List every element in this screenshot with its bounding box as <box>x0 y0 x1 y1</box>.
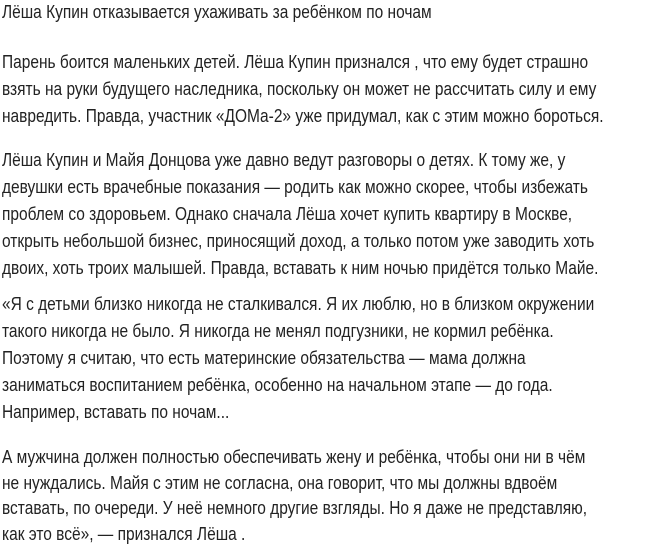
text-line: «Я с детьми близко никогда не сталкивался. Я их люблю, но в близком окружении <box>2 291 594 318</box>
text-line: навредить. Правда, участник «ДОМа-2» уже придумал, как с этим можно бороться. <box>2 103 604 130</box>
paragraph-4-quote <box>2 445 670 547</box>
text-line: вставать, по очереди. У неё немного другие взгляды. Но я даже не представляю, <box>2 496 587 522</box>
text-line: девушки есть врачебные показания — родить как можно скорее, чтобы избежать <box>2 174 598 201</box>
paragraph-1 <box>2 49 670 130</box>
text-line: как это всё», — признался Лёша . <box>2 522 587 547</box>
text-line: заниматься воспитанием ребёнка, особенно на начальном этапе — до года. <box>2 372 594 399</box>
text-line: открыть небольшой бизнес, приносящий доход, а только потом уже заводить хоть <box>2 228 598 255</box>
text-line: Например, вставать по ночам... <box>2 399 594 426</box>
text-line: двоих, хоть троих малышей. Правда, вставать к ним ночью придётся только Майе. <box>2 255 598 282</box>
text-line: не нуждались. Майя с этим не согласна, она говорит, что мы должны вдвоём <box>2 471 587 497</box>
text-line: проблем со здоровьем. Однако сначала Лёша хочет купить квартиру в Москве, <box>2 201 598 228</box>
text-line: Лёша Купин и Майя Донцова уже давно ведут разговоры о детях. К тому же, у <box>2 147 598 174</box>
text-line: А мужчина должен полностью обеспечивать жену и ребёнка, чтобы они ни в чём <box>2 445 587 471</box>
text-line: такого никогда не было. Я никогда не менял подгузники, не кормил ребёнка. <box>2 318 594 345</box>
text-line: Парень боится маленьких детей. Лёша Купин признался , что ему будет страшно <box>2 49 604 76</box>
paragraph-3-quote <box>2 291 670 426</box>
text-line: взять на руки будущего наследника, поскольку он может не рассчитать силу и ему <box>2 76 604 103</box>
paragraph-2 <box>2 147 670 282</box>
text-line: Поэтому я считаю, что есть материнские обязательства — мама должна <box>2 345 594 372</box>
article-title: Лёша Купин отказывается ухаживать за ребёнком по ночам <box>2 0 432 25</box>
